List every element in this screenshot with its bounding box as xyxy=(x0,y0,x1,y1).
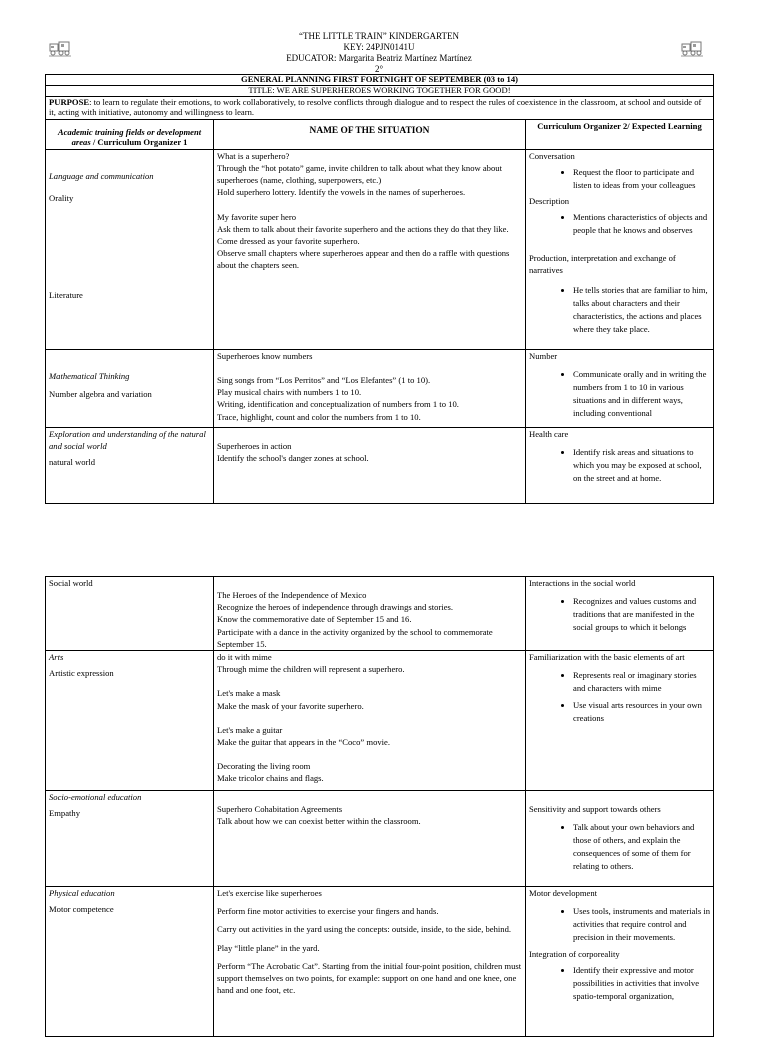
situation-line: do it with mime xyxy=(217,652,272,663)
learning-heading: Motor development xyxy=(529,888,598,899)
purpose-text: : to learn to regulate their emotions, to work collaboratively, to resolve conflicts through dialogue and to respect the rules of coexistence in the classroom, at school and outside of it, acting with initiative, autonomy and willingness to learn. xyxy=(49,96,702,118)
situation-line: Perform “The Acrobatic Cat”. Starting from the initial four-point position, children must support themselves on two points, for example: support on one hand and one knee, one hand and one foot, etc. xyxy=(217,960,522,996)
area-label: Mathematical Thinking xyxy=(49,370,130,381)
column-header-fields: Academic training fields or development areas / Curriculum Organizer 1 xyxy=(46,119,214,149)
learning-item: • Identify risk areas and situations to which you may be exposed at school, on the street and at home. xyxy=(573,446,710,485)
situation-line: Talk about how we can coexist better within the classroom. xyxy=(217,816,421,827)
learning-item: • Communicate orally and in writing the numbers from 1 to 10 in various situations and in different ways, including conventional xyxy=(573,368,710,420)
area-cell xyxy=(46,349,214,427)
organizer-label: natural world xyxy=(49,457,96,468)
situation-line: Decorating the living room xyxy=(217,761,311,772)
organizer-label: Number algebra and variation xyxy=(49,388,152,399)
table-row xyxy=(46,349,714,427)
situation-line: Make the mask of your favorite superhero. xyxy=(217,700,364,711)
situation-cell xyxy=(214,651,526,791)
learning-heading: Number xyxy=(529,350,558,361)
situation-line: Perform fine motor activities to exercise your fingers and hands. xyxy=(217,906,439,917)
school-key: KEY: 24PJN0141U xyxy=(343,41,415,52)
project-title: TITLE: WE ARE SUPERHEROES WORKING TOGETHER FOR GOOD! xyxy=(46,85,714,96)
situation-line: Through the “hot potato” game, invite children to talk about what they know about superheroes (name, clothing, superpowers, etc.) xyxy=(217,162,502,186)
learning-heading: Conversation xyxy=(529,150,575,161)
learning-cell xyxy=(526,577,714,651)
learning-heading: Interactions in the social world xyxy=(529,578,636,588)
planning-table-page-2 xyxy=(45,576,714,1037)
situation-line: Identify the school's danger zones at school. xyxy=(217,452,369,463)
learning-cell xyxy=(526,887,714,1037)
purpose-label: PURPOSE xyxy=(49,96,90,107)
learning-heading: Health care xyxy=(529,428,569,439)
situation-line: Let's make a guitar xyxy=(217,724,283,735)
situation-line: Through mime the children will represent a superhero. xyxy=(217,664,405,675)
organizer-label: Artistic expression xyxy=(49,668,114,679)
situation-cell xyxy=(214,149,526,349)
learning-heading: Familiarization with the basic elements of art xyxy=(529,652,685,663)
column-header-learning: Curriculum Organizer 2/ Expected Learning xyxy=(526,119,714,149)
column-header-situation: NAME OF THE SITUATION xyxy=(214,119,526,149)
situation-line: Come dressed as your favorite superhero. xyxy=(217,235,360,246)
situation-line: The Heroes of the Independence of Mexico xyxy=(217,590,367,600)
situation-line: Carry out activities in the yard using the concepts: outside, inside, to the side, behind. xyxy=(217,924,512,935)
learning-cell xyxy=(526,651,714,791)
learning-item: • Mentions characteristics of objects and people that he knows and observes xyxy=(573,211,710,237)
situation-line: Ask them to talk about their favorite superhero and the actions they do that they like. xyxy=(217,223,509,234)
situation-line: Make tricolor chains and flags. xyxy=(217,773,324,784)
planning-table-page-1 xyxy=(45,74,714,504)
learning-item: • Use visual arts resources in your own creations xyxy=(573,699,710,725)
situation-line: Participate with a dance in the activity organized by the school to commemorate September 15. xyxy=(217,626,493,649)
learning-heading: Sensitivity and support towards others xyxy=(529,804,661,815)
situation-line: Superhero Cohabitation Agreements xyxy=(217,804,343,815)
school-logo-right xyxy=(681,40,703,57)
area-label: Language and communication xyxy=(49,170,154,181)
learning-cell xyxy=(526,349,714,427)
area-cell xyxy=(46,651,214,791)
situation-line: Writing, identification and conceptualization of numbers from 1 to 10. xyxy=(217,399,459,410)
situation-line: Trace, highlight, count and color the numbers from 1 to 10. xyxy=(217,411,421,422)
situation-line: Superheroes know numbers xyxy=(217,350,313,361)
area-label: Physical education xyxy=(49,888,115,899)
situation-line: What is a superhero? xyxy=(217,150,290,161)
situation-cell xyxy=(214,349,526,427)
table-row xyxy=(46,791,714,887)
situation-cell xyxy=(214,427,526,503)
area-label: Socio-emotional education xyxy=(49,792,142,803)
table-row xyxy=(46,577,714,651)
organizer-label: Orality xyxy=(49,192,74,203)
learning-item: • Talk about your own behaviors and those of others, and explain the consequences of some of them for relating to others. xyxy=(573,821,710,873)
situation-line: Superheroes in action xyxy=(217,440,292,451)
situation-line: Let's make a mask xyxy=(217,688,281,699)
educator-name: EDUCATOR: Margarita Beatriz Martínez Martínez xyxy=(286,52,472,63)
situation-line: Hold superhero lottery. Identify the vowels in the names of superheroes. xyxy=(217,187,466,198)
organizer-label: Literature xyxy=(49,290,83,301)
situation-line: Recognize the heroes of independence through drawings and stories. xyxy=(217,602,454,613)
situation-line: My favorite super hero xyxy=(217,211,296,222)
situation-line: Let's exercise like superheroes xyxy=(217,888,322,899)
area-label: Arts xyxy=(49,652,64,663)
learning-cell xyxy=(526,791,714,887)
learning-item: • Represents real or imaginary stories and characters with mime xyxy=(573,669,710,695)
learning-item: • Recognizes and values customs and traditions that are manifested in the social groups to which it belongs xyxy=(573,595,710,634)
organizer-label: Social world xyxy=(49,578,93,588)
area-label: Exploration and understanding of the natural and social world xyxy=(49,428,206,451)
area-cell xyxy=(46,149,214,349)
area-cell xyxy=(46,791,214,887)
learning-cell xyxy=(526,149,714,349)
situation-cell xyxy=(214,887,526,1037)
grade: 2° xyxy=(374,63,384,74)
planning-title: GENERAL PLANNING FIRST FORTNIGHT OF SEPTEMBER (03 to 14) xyxy=(46,75,714,86)
situation-line: Play “little plane” in the yard. xyxy=(217,942,320,953)
table-row xyxy=(46,887,714,1037)
learning-item: • Request the floor to participate and listen to ideas from your colleagues xyxy=(573,166,710,192)
situation-line: Know the commemorative date of September 15 and 16. xyxy=(217,614,412,625)
school-logo-left xyxy=(49,40,71,57)
area-cell xyxy=(46,887,214,1037)
situation-line: Observe small chapters where superheroes appear and then do a raffle with questions about the chapters seen. xyxy=(217,248,510,271)
table-row xyxy=(46,651,714,791)
situation-cell xyxy=(214,791,526,887)
table-row xyxy=(46,149,714,349)
learning-heading: Description xyxy=(529,195,570,206)
area-cell xyxy=(46,577,214,651)
organizer-label: Motor competence xyxy=(49,904,114,915)
learning-item: • Identify their expressive and motor possibilities in activities that involve spatio-temporal organization, xyxy=(573,964,710,1003)
learning-item: • Uses tools, instruments and materials in activities that require control and precision in their movements. xyxy=(573,905,710,944)
organizer-label: Empathy xyxy=(49,808,81,819)
situation-line: Sing songs from “Los Perritos” and “Los Elefantes” (1 to 10). xyxy=(217,374,431,385)
situation-line: Make the guitar that appears in the “Coco” movie. xyxy=(217,737,391,748)
learning-heading: Integration of corporeality xyxy=(529,948,620,959)
learning-cell xyxy=(526,427,714,503)
document-header xyxy=(200,31,558,75)
area-cell xyxy=(46,427,214,503)
learning-heading: Production, interpretation and exchange of narratives xyxy=(529,252,676,275)
table-row xyxy=(46,427,714,503)
situation-line: Play musical chairs with numbers 1 to 10. xyxy=(217,387,362,398)
situation-cell xyxy=(214,577,526,651)
school-name: “THE LITTLE TRAIN” KINDERGARTEN xyxy=(298,31,459,41)
purpose-cell xyxy=(46,96,714,119)
learning-item: • He tells stories that are familiar to him, talks about characters and their characteristics, the actions and places where they take place. xyxy=(573,284,710,336)
